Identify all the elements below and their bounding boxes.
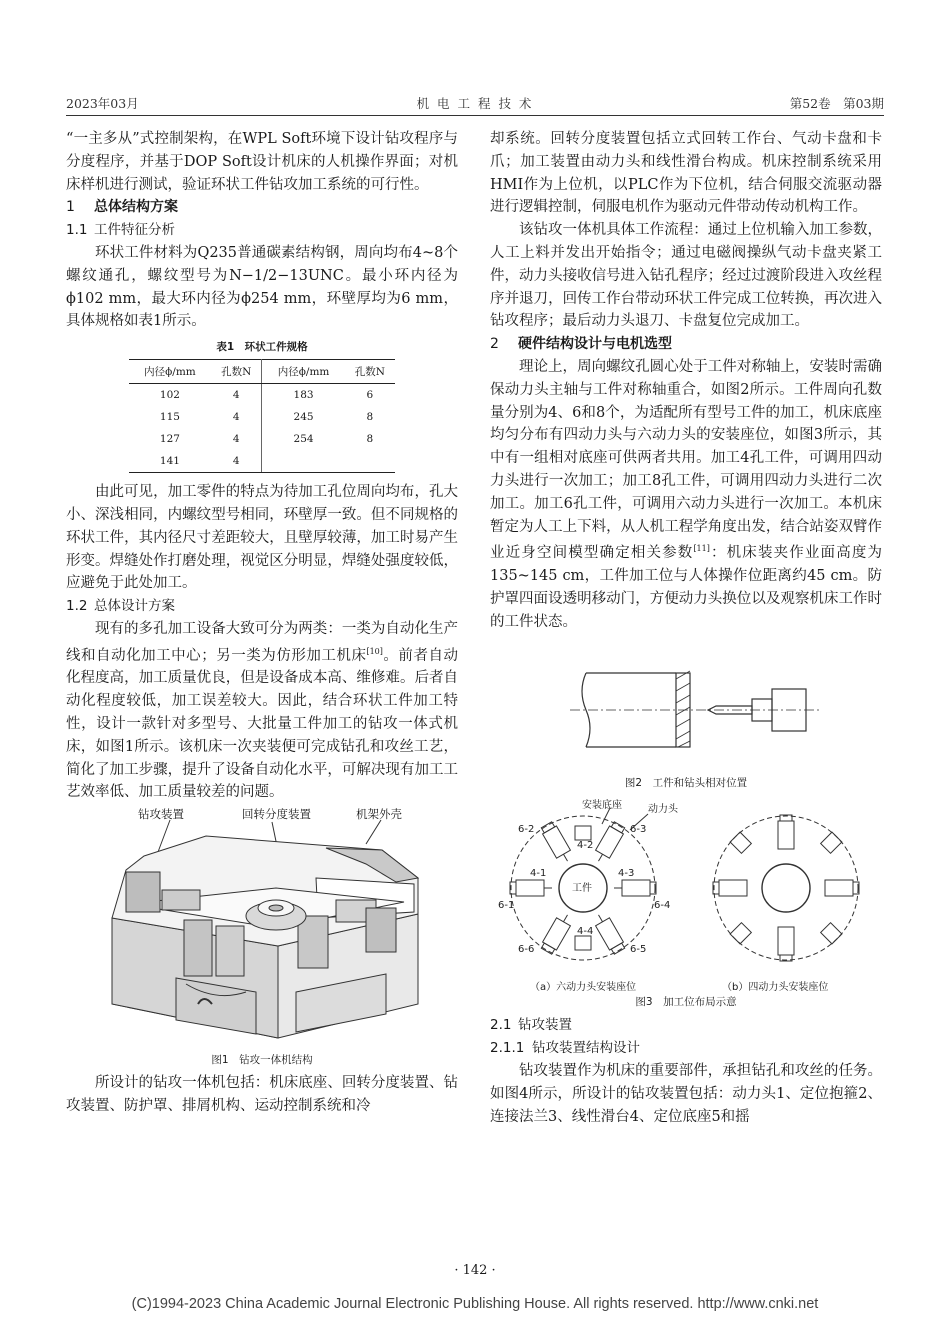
paragraph-text: ：机床装夹作业面高度为135~145 cm，工件加工位与人体操作位距离约45 cm。防护罩四面设透明移动门，方便动力头换位以及观察机床工作时的工件状态。 xyxy=(490,545,882,630)
section-number: 1.1 xyxy=(66,222,88,239)
power-head-6-1 xyxy=(510,880,552,896)
subsection-heading xyxy=(490,1037,882,1060)
figure-3 xyxy=(490,798,882,994)
figure-2 xyxy=(490,639,882,769)
table-header-cell: 孔数N xyxy=(345,360,395,384)
header-rule xyxy=(66,115,884,116)
power-head xyxy=(778,927,794,961)
power-head xyxy=(778,815,794,849)
figure-label: 4-2 xyxy=(577,840,594,852)
mount-base xyxy=(821,923,842,944)
table-row xyxy=(129,406,395,428)
table-cell: 245 xyxy=(293,411,314,424)
leader-line xyxy=(366,820,381,844)
figure-label: 回转分度装置 xyxy=(242,807,311,822)
mount-base xyxy=(821,832,842,853)
figure-label: 安装底座 xyxy=(582,800,622,812)
table-cell: 8 xyxy=(366,411,374,424)
paragraph: 由此可见，加工零件的特点为待加工孔位周向均布，孔大小、深浅相同，内螺纹型号相同，环壁厚一致。但不同规格的环状工件，其内径尺寸差距较大，且壁厚较薄，加工时易产生形变。焊缝处作打磨处理，视觉区分明显，焊缝处强度较低，应避免于此处加工。 xyxy=(66,484,458,592)
figure-label: 6-1 xyxy=(498,900,515,912)
copyright-footer: (C)1994-2023 China Academic Journal Electronic Publishing House. All rights reserved. http://www.cnki.net xyxy=(131,1296,819,1312)
table-cell: 115 xyxy=(159,411,180,424)
subsection-heading xyxy=(66,219,458,242)
section-number: 1.2 xyxy=(66,598,88,615)
table-cell: 6 xyxy=(366,389,374,402)
layout-diagram xyxy=(490,798,882,976)
paragraph xyxy=(66,618,458,804)
power-head xyxy=(713,880,747,896)
right-column xyxy=(490,128,882,1128)
left-column xyxy=(66,128,458,1118)
figure-caption: 图1 钻攻一体机结构 xyxy=(211,1054,313,1067)
page-number: · 142 · xyxy=(454,1263,496,1278)
power-head xyxy=(825,880,859,896)
figure-label: 动力头 xyxy=(648,804,678,816)
workpiece-circle xyxy=(762,864,810,912)
citation: [10] xyxy=(366,646,383,656)
spec-table xyxy=(129,359,395,473)
table-row xyxy=(129,384,395,407)
table-row xyxy=(129,428,395,450)
paragraph: 钻攻装置作为机床的重要部件，承担钻孔和攻丝的任务。如图4所示，所设计的钻攻装置包括：动力头1、定位抱箍2、连接法兰3、线性滑台4、定位底座5和摇 xyxy=(490,1062,882,1125)
table-caption: 表1 环状工件规格 xyxy=(216,341,308,354)
figure-caption: 图2 工件和钻头相对位置 xyxy=(624,777,748,790)
leader-line xyxy=(158,820,170,852)
section-number: 2 xyxy=(490,336,499,353)
section-title: 工件特征分析 xyxy=(94,222,175,239)
figure-label: 6-6 xyxy=(518,944,535,956)
header-journal: 机 电 工 程 技 术 xyxy=(416,96,534,111)
table-cell: 183 xyxy=(293,389,314,402)
mount-base xyxy=(730,832,751,853)
subsection-heading xyxy=(490,1014,882,1037)
figure-label: 机架外壳 xyxy=(356,807,402,822)
header-volume: 第52卷 第03期 xyxy=(789,96,884,111)
subsection-heading xyxy=(66,595,458,618)
table-cell: 8 xyxy=(366,433,374,446)
paragraph-text: 现有的多孔加工设备大致可分为两类：一类为自动化生产线和自动化加工中心；另一类为仿形加工机床 xyxy=(66,620,458,664)
figure-label: 6-2 xyxy=(518,824,535,836)
table-cell: 4 xyxy=(211,384,262,407)
paragraph xyxy=(490,356,882,633)
mount-base xyxy=(575,826,591,840)
workpiece-drill-diagram xyxy=(490,639,882,769)
section-heading xyxy=(66,196,458,219)
paragraph-text: 。前者自动化程度高，加工质量优良，但是设备成本高、维修难。后者自动化程度较低，加工误差较大。因此，结合环状工件加工特性，设计一款针对多型号、大批量工件加工的钻攻一体式机床，如图1所示。该机床一次夹装便可完成钻孔和攻丝工艺，简化了加工步骤，提升了设备自动化水平，可解决现有加工工艺效率低、加工质量较差的问题。 xyxy=(66,647,459,801)
figure-label: 6-4 xyxy=(654,900,671,912)
drill-head xyxy=(184,920,212,976)
layout-circle xyxy=(714,816,858,960)
figure-label: 6-3 xyxy=(630,824,647,836)
section-title: 硬件结构设计与电机选型 xyxy=(518,336,672,353)
paragraph-text: 理论上，周向螺纹孔圆心处于工件对称轴上，安装时需确保动力头主轴与工件对称轴重合，如图2所示。工件周向孔数量分别为4、6和8个，为适配所有型号工件的加工，机床底座均匀分布有四动力头与六动力头的安装座位，如图3所示，其中有一组相对底座可供两者共用。加工4孔工件，可调用四动力头进行一次加工；加工8孔工件，可调用四动力头进行二次加工。加工6孔工件，可调用六动力头进行一次加工。本机床暂定为人工上下料，从人机工程学角度出发，结合站姿双臂作业近身空间模型确定相关参数 xyxy=(490,358,882,562)
table-cell: 127 xyxy=(159,433,180,446)
section-number: 2.1.1 xyxy=(490,1040,525,1057)
paragraph: 环状工件材料为Q235普通碳素结构钢，周向均布4~8个螺纹通孔，螺纹型号为N−1/2−13UNC。最小环内径为ϕ102 mm，最大环内径为ϕ254 mm，环壁厚均为6 mm，具体规格如表1所示。 xyxy=(66,244,458,330)
table-header-cell: 孔数N xyxy=(211,360,262,384)
figure-label: 4-4 xyxy=(577,926,594,938)
table-cell: 254 xyxy=(293,433,314,446)
subfigure-caption: （a）六动力头安装座位 xyxy=(530,982,637,994)
figure-label: 4-3 xyxy=(618,868,635,880)
section-number: 2.1 xyxy=(490,1017,512,1034)
paragraph: 该钻攻一体机具体工作流程：通过上位机输入加工参数，人工上料并发出开始指令；通过电磁阀操纵气动卡盘夹紧工件，动力头接收信号进入钻孔程序；经过过渡阶段进入攻丝程序并退刀，回传工作台带动环状工件完成工位转换，再次进入钻攻程序；最后动力头退刀、卡盘复位完成加工。 xyxy=(490,222,882,330)
section-title: 总体结构方案 xyxy=(94,199,178,216)
table-cell: 141 xyxy=(129,450,211,473)
table-cell: 102 xyxy=(159,389,180,402)
figure-label: 4-1 xyxy=(530,868,547,880)
section-title: 钻攻装置结构设计 xyxy=(532,1040,640,1057)
machine-illustration xyxy=(66,808,458,1046)
table-header-cell: 内径ϕ/mm xyxy=(262,360,345,384)
section-heading xyxy=(490,333,882,356)
table-cell: 4 xyxy=(211,406,262,428)
table-cell: 4 xyxy=(211,450,262,473)
table-header-cell: 内径ϕ/mm xyxy=(129,360,211,384)
table-cell xyxy=(345,450,395,473)
table-cell: 4 xyxy=(211,428,262,450)
table-row xyxy=(129,450,395,473)
table-cell xyxy=(262,450,345,473)
section-number: 1 xyxy=(66,199,75,216)
figure-1 xyxy=(66,808,458,1046)
section-title: 钻攻装置 xyxy=(518,1017,572,1034)
figure-caption: 图3 加工位布局示意 xyxy=(635,996,737,1009)
paragraph: 却系统。回转分度装置包括立式回转工作台、气动卡盘和卡爪；加工装置由动力头和线性滑台构成。机床控制系统采用HMI作为上位机，以PLC作为下位机，结合伺服交流驱动器进行逻辑控制，伺服电机作为驱动元件带动传动机构工作。 xyxy=(490,131,882,216)
figure-label: 钻攻装置 xyxy=(138,807,184,822)
drill-head xyxy=(298,916,328,968)
header-date: 2023年03月 xyxy=(66,96,139,111)
paragraph: “一主多从”式控制架构，在WPL Soft环境下设计钻攻程序与分度程序，并基于DOP Soft设计机床的人机操作界面；对机床样机进行测试，验证环状工件钻攻加工系统的可行性。 xyxy=(66,131,458,193)
figure-label: 工件 xyxy=(572,883,592,895)
subfigure-caption: （b）四动力头安装座位 xyxy=(722,982,829,994)
figure-label: 6-5 xyxy=(630,944,647,956)
mount-base xyxy=(575,936,591,950)
citation: [11] xyxy=(693,544,710,554)
mount-base xyxy=(730,923,751,944)
power-head-6-4 xyxy=(614,880,656,896)
paragraph: 所设计的钻攻一体机包括：机床底座、回转分度装置、钻攻装置、防护罩、排屑机构、运动控制系统和冷 xyxy=(66,1075,458,1114)
table-header-row xyxy=(129,360,395,384)
section-title: 总体设计方案 xyxy=(94,598,175,615)
drill-head xyxy=(126,872,160,912)
